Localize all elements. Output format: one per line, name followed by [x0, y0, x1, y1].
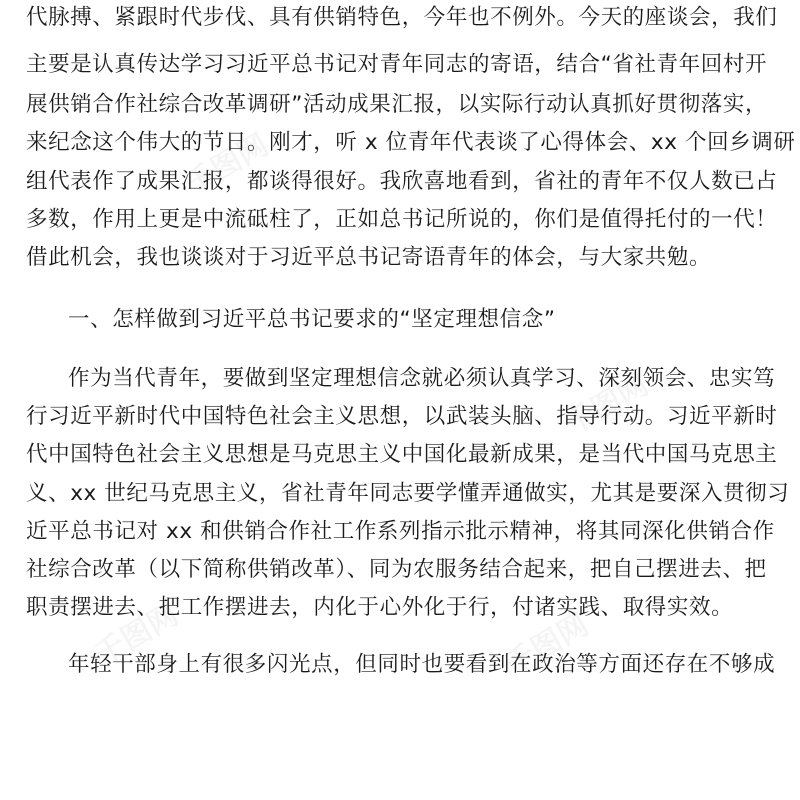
text-line: 职责摆进去、把工作摆进去，内化于心外化于行，付诸实践、取得实效。: [26, 595, 734, 620]
text-line: 社综合改革（以下简称供销改革）、同为农服务结合起来，把自己摆进去、把: [26, 557, 767, 582]
text-line: 来纪念这个伟大的节日。刚才，听 x 位青年代表谈了心得体会、xx 个回乡调研: [26, 130, 796, 155]
text-line: 代脉搏、紧跟时代步伐、具有供销特色，今年也不例外。今天的座谈会，我们: [26, 5, 778, 30]
text-line: 借此机会，我也谈谈对于习近平总书记寄语青年的体会，与大家共勉。: [26, 245, 712, 270]
text-line: 年轻干部身上有很多闪光点，但同时也要看到在政治等方面还存在不够成: [68, 652, 776, 677]
text-line: 主要是认真传达学习习近平总书记对青年同志的寄语，结合“省社青年回村开: [26, 52, 768, 77]
text-line: 行习近平新时代中国特色社会主义思想，以武装头脑、指导行动。习近平新时: [26, 404, 778, 429]
text-line: 代中国特色社会主义思想是马克思主义中国化最新成果，是当代中国马克思主: [26, 442, 778, 467]
text-line: 展供销合作社综合改革调研”活动成果汇报，以实际行动认真抓好贯彻落实，: [26, 92, 768, 117]
text-line: 近平总书记对 xx 和供销合作社工作系列指示批示精神，将其同深化供销合作: [26, 519, 775, 544]
section-heading: 一、怎样做到习近平总书记要求的“坚定理想信念”: [68, 307, 556, 332]
text-line: 组代表作了成果汇报，都谈得很好。我欣喜地看到，省社的青年不仅人数已占: [26, 169, 778, 194]
text-line: 多数，作用上更是中流砥柱了，正如总书记所说的，你们是值得托付的一代！: [26, 207, 778, 232]
text-line: 作为当代青年，要做到坚定理想信念就必须认真学习、深刻领会、忠实笃: [68, 366, 776, 391]
text-line: 义、xx 世纪马克思主义，省社青年同志要学懂弄通做实，尤其是要深入贯彻习: [26, 481, 790, 506]
